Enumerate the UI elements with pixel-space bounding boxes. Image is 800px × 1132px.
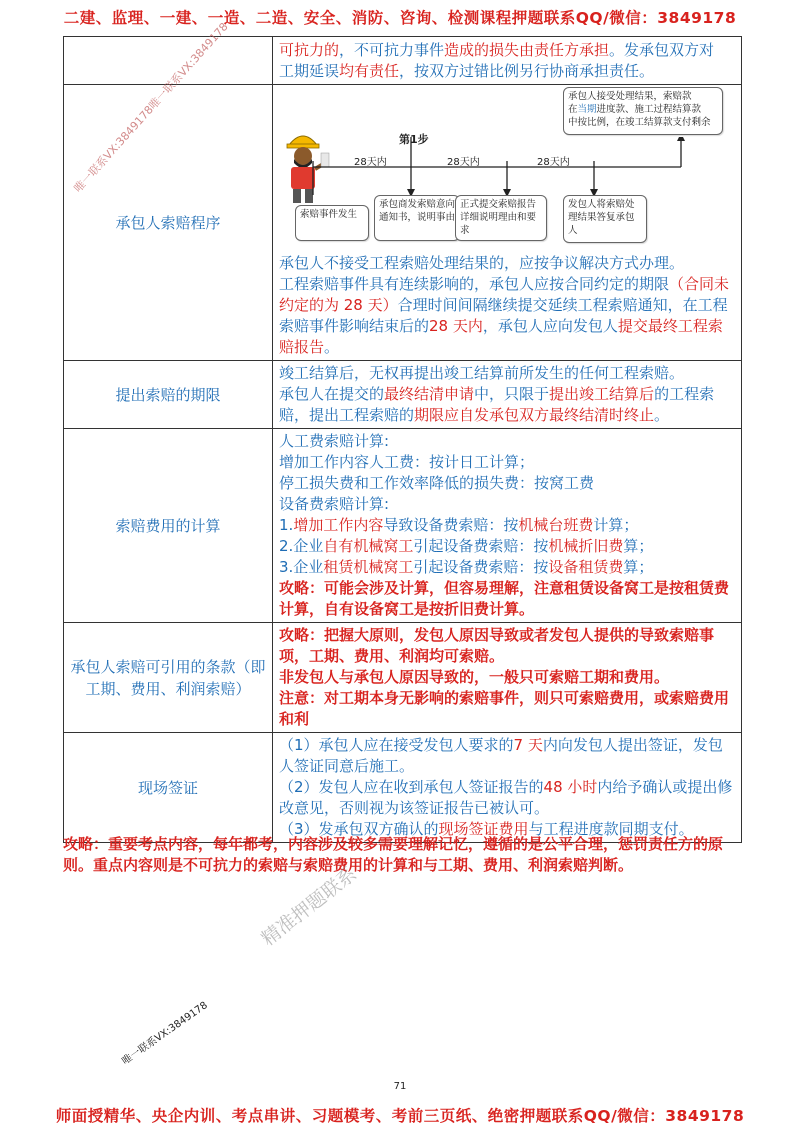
table-row xyxy=(64,429,742,623)
watermark: 唯一联系VX:3849178 xyxy=(120,999,210,1068)
duration-label: 28天内 xyxy=(537,157,570,168)
table-row xyxy=(64,733,742,843)
site-visa-cell xyxy=(273,733,742,843)
deadline-text-1: 竣工结算后，无权再提出竣工结算前所发生的任何工程索赔。 xyxy=(279,364,685,382)
table-row xyxy=(64,361,742,429)
visa-seg: 现场签证费用 xyxy=(438,820,529,838)
cost-seg: 引起设备费索赔：按 xyxy=(413,537,549,555)
cost-seg: 算； xyxy=(623,558,654,576)
cost-line xyxy=(279,515,736,536)
cost-seg: 算； xyxy=(623,537,654,555)
claim-seg: 工程索赔事件具有连续影响的，承包人应按合同约定的期限 xyxy=(279,275,670,293)
cost-line xyxy=(279,536,736,557)
clause-text: 非发包人与承包人原因导致的，一般只可索赔工期和费用。 xyxy=(279,668,670,686)
text-segment: 均有责任 xyxy=(339,61,400,80)
deadline-seg: 中，只限于 xyxy=(474,385,550,403)
step-box-report: 正式提交索赔报告详细说明理由和要求 xyxy=(455,195,547,241)
strategy-notes: 攻略：重要考点内容，每年都考，内容涉及较多需要理解记忆，遵循的是公平合理，惩罚责任方的原则。重点内容则是不可抗力的索赔与索赔费用的计算和与工期、费用、利润索赔判断。 xyxy=(63,835,724,874)
cost-seg: 3.企业 xyxy=(279,558,324,576)
page-number: 71 xyxy=(393,1081,407,1092)
deadline-text-2 xyxy=(279,384,736,426)
clause-tip: 攻略：把握大原则，发包人原因导致或者发包人提供的导致索赔事项，工期、费用、利润均可索赔。 xyxy=(279,626,715,665)
visa-seg: 内向发包人提出签证，发包人签证同意后施工。 xyxy=(279,736,723,775)
duration-label: 28天内 xyxy=(354,157,387,168)
duration-label: 28天内 xyxy=(447,157,480,168)
cost-calc-cell xyxy=(273,429,742,623)
claim-clauses-cell xyxy=(273,623,742,733)
step-box-accept xyxy=(563,87,723,135)
cost-line: 人工费索赔计算: xyxy=(279,432,390,450)
visa-seg: （2）发包人应在收到承包人签证报告的 xyxy=(279,778,544,796)
claim-seg: （合同未约定的为 28 天） xyxy=(279,275,730,314)
cost-seg: 1. xyxy=(279,516,294,534)
text-segment: ，不可抗力事件 xyxy=(339,40,445,59)
cost-line: 停工损失费和工作效率降低的损失费：按窝工费 xyxy=(279,474,595,492)
step-box-reply: 发包人将索赔处理结果答复承包人 xyxy=(563,195,647,243)
dispute-text: 承包人不接受工程索赔处理结果的，应按争议解决方式办理。 xyxy=(279,254,685,272)
row-label-claim-clauses: 承包人索赔可引用的条款（即工期、费用、利润索赔） xyxy=(64,623,273,733)
claim-seg: ，承包人应向发包人 xyxy=(482,317,618,335)
row-label-claim-deadline: 提出索赔的期限 xyxy=(64,361,273,429)
deadline-seg: 期限应自发承包双方最终结清时终止 xyxy=(414,406,655,424)
cost-seg: 计算； xyxy=(593,516,639,534)
cost-seg: 引起设备费索赔：按 xyxy=(413,558,549,576)
row-label-empty xyxy=(64,37,273,85)
cost-seg: 机械台班费 xyxy=(518,516,594,534)
visa-seg: （1）承包人应在接受发包人要求的 xyxy=(279,736,514,754)
claims-table xyxy=(63,36,742,843)
cost-line: 增加工作内容人工费：按计日工计算； xyxy=(279,453,535,471)
step-1-label: 第1步 xyxy=(399,133,429,146)
claim-deadline-cell xyxy=(273,361,742,429)
cost-seg: 机械窝工 xyxy=(353,558,414,576)
cost-tip: 攻略：可能会涉及计算，但容易理解，注意租赁设备窝工是按租赁费计算，自有设备窝工是按折旧费计算。 xyxy=(279,579,730,618)
cost-seg: 自有 xyxy=(323,537,354,555)
continuing-claim-text xyxy=(279,274,736,358)
top-banner: 二建、监理、一建、一造、二造、安全、消防、咨询、检测课程押题联系QQ/微信：3849178 xyxy=(63,9,737,27)
visa-seg: 内给予确认或提出修改意见，否则视为该签证报告已被认可。 xyxy=(279,778,733,817)
cost-seg: 机械折旧费 xyxy=(548,537,624,555)
watermark: 精准押题联系 xyxy=(257,862,361,951)
text-segment: 。发承包双方对 xyxy=(609,40,715,59)
cost-seg: 租赁 xyxy=(323,558,354,576)
text-segment: 造成的损失由责任方承担 xyxy=(444,40,610,59)
visa-seg: 48 小时 xyxy=(543,778,598,796)
deadline-seg: 提出竣工结算后 xyxy=(549,385,655,403)
bottom-banner: 师面授精华、央企内训、考点串讲、习题模考、考前三页纸、绝密押题联系QQ/微信：3849178 xyxy=(55,1107,745,1125)
accept-text: 进度款、施工过程结算款 xyxy=(596,104,702,115)
claim-seg: 提交最终工程索赔报告 xyxy=(279,317,723,356)
claim-procedure-diagram xyxy=(279,87,736,257)
row-label-cost-calc: 索赔费用的计算 xyxy=(64,429,273,623)
text-segment: 工期延误 xyxy=(279,61,340,80)
table-row xyxy=(64,623,742,733)
text-segment: 可抗力的 xyxy=(279,40,340,59)
row-label-site-visa: 现场签证 xyxy=(64,733,273,843)
deadline-seg: 的工程索赔，提出工程索赔的 xyxy=(279,385,715,424)
accept-line-2 xyxy=(568,103,718,116)
step-box-notice: 承包商发索赔意向通知书，说明事由 xyxy=(374,195,460,241)
cost-seg: 2.企业 xyxy=(279,537,324,555)
accept-current-period: 当期 xyxy=(577,104,597,115)
visa-item-1 xyxy=(279,735,736,777)
deadline-seg: 。 xyxy=(654,406,670,424)
claim-procedure-cell xyxy=(273,85,742,361)
cost-seg: 增加工作内容 xyxy=(293,516,384,534)
cost-seg: 导致设备费索赔：按 xyxy=(383,516,519,534)
visa-seg: 与工程进度款同期支付。 xyxy=(528,820,694,838)
claim-seg: 合理时间间隔继续提交延续工程索赔通知，在工程索赔事件影响结束后的 xyxy=(279,296,728,335)
table-row xyxy=(64,85,742,361)
force-majeure-line-2 xyxy=(279,61,736,82)
visa-seg: （3）发承包双方确认的 xyxy=(279,820,439,838)
deadline-seg: 承包人在提交的 xyxy=(279,385,385,403)
deadline-seg: 最终结清申请 xyxy=(384,385,475,403)
table-row xyxy=(64,37,742,85)
cost-seg: 设备租赁费 xyxy=(548,558,624,576)
cost-seg: 机械窝工 xyxy=(353,537,414,555)
claim-seg: 。 xyxy=(324,338,340,356)
force-majeure-cell xyxy=(273,37,742,85)
cost-line xyxy=(279,557,736,578)
cost-line: 设备费索赔计算: xyxy=(279,495,390,513)
claim-seg: 28 天内 xyxy=(429,317,483,335)
force-majeure-line-1 xyxy=(279,40,736,61)
accept-line-3: 中按比例，在竣工结算款支付剩余 xyxy=(568,117,711,128)
step-box-event: 索赔事件发生 xyxy=(295,205,369,241)
row-label-claim-procedure: 承包人索赔程序 xyxy=(64,85,273,361)
accept-text: 在 xyxy=(568,104,578,115)
clause-note: 注意：对工期本身无影响的索赔事件，则只可索赔费用，或索赔费用和利 xyxy=(279,689,730,728)
text-segment: ，按双方过错比例另行协商承担责任。 xyxy=(399,61,655,80)
visa-item-2 xyxy=(279,777,736,819)
accept-line-1: 承包人接受处理结果，索赔款 xyxy=(568,91,692,102)
watermark: 唯一联系VX:3849178唯一联系VX:3849178 xyxy=(71,20,231,196)
visa-seg: 7 天 xyxy=(513,736,543,754)
